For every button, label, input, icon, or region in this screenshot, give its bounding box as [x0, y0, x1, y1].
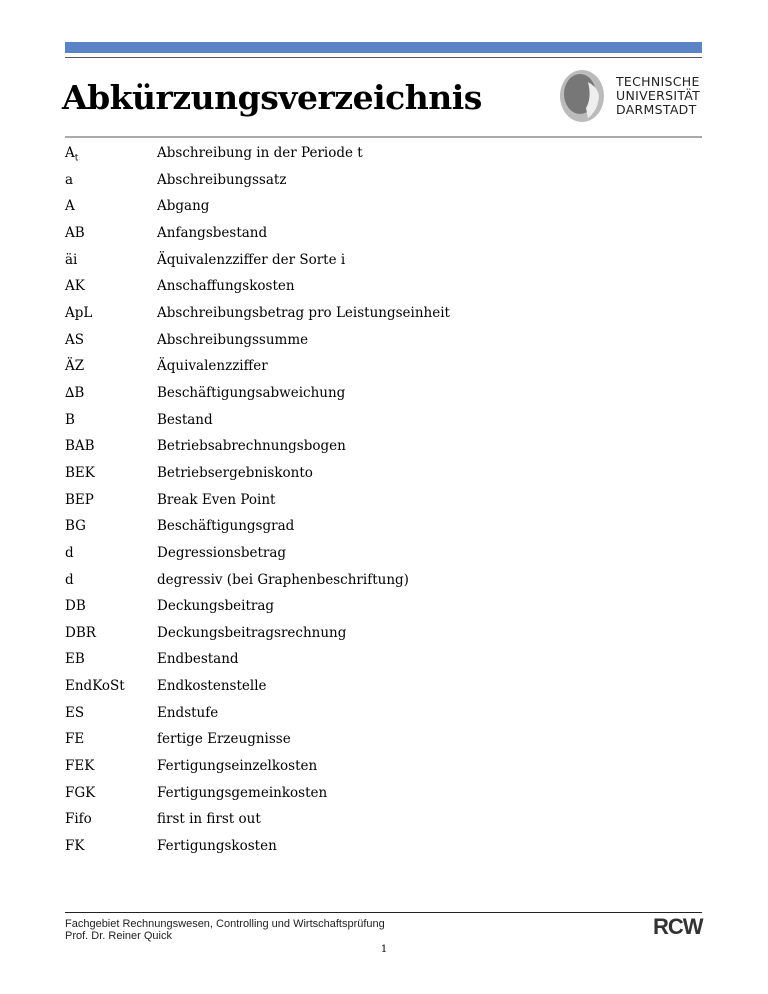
abbreviation-row — [65, 224, 450, 251]
logo-line: UNIVERSITÄT — [616, 88, 701, 103]
page-title: Abkürzungsverzeichnis — [62, 78, 482, 117]
abbreviation-row — [65, 544, 450, 571]
abbreviation: ES — [65, 704, 85, 721]
abbreviation: FK — [65, 838, 85, 855]
abbreviation-row — [65, 384, 450, 411]
abbreviation-meaning: Abschreibungsbetrag pro Leistungseinheit — [157, 304, 450, 321]
abbreviation-list — [65, 144, 450, 864]
abbreviation-meaning: Beschäftigungsabweichung — [157, 384, 346, 401]
abbreviation: B — [65, 411, 75, 428]
abbreviation: d — [65, 544, 74, 561]
abbreviation: AB — [65, 224, 85, 241]
abbreviation: DBR — [65, 624, 96, 641]
abbreviation-row — [65, 757, 450, 784]
athena-seal-icon — [558, 68, 608, 124]
abbreviation-row — [65, 517, 450, 544]
abbreviation: ApL — [65, 304, 93, 321]
abbreviation-meaning: Abschreibungssatz — [157, 171, 287, 188]
abbreviation-row — [65, 144, 450, 171]
abbreviation-meaning: Degressionsbetrag — [157, 544, 287, 561]
abbreviation-row — [65, 677, 450, 704]
footer-department: Fachgebiet Rechnungswesen, Controlling und Wirtschaftsprüfung — [65, 918, 385, 930]
abbreviation-meaning: Anfangsbestand — [157, 224, 268, 241]
abbreviation-row — [65, 197, 450, 224]
abbreviation-meaning: Anschaffungskosten — [157, 278, 295, 295]
abbreviation-row — [65, 784, 450, 811]
abbreviation-row — [65, 730, 450, 757]
footer-professor: Prof. Dr. Reiner Quick — [65, 930, 172, 942]
abbreviation-row — [65, 464, 450, 491]
abbreviation: $A_t$ — [65, 145, 79, 164]
abbreviation: BEP — [65, 491, 94, 508]
rcw-logo: RCW — [653, 914, 703, 939]
abbreviation-meaning: Endbestand — [157, 651, 239, 668]
abbreviation: d — [65, 571, 74, 588]
page-number: 1 — [380, 944, 388, 955]
footer-text — [65, 918, 385, 942]
abbreviation-meaning: Deckungsbeitragsrechnung — [157, 624, 347, 641]
abbreviation-row — [65, 597, 450, 624]
abbreviation-meaning: Endstufe — [157, 704, 219, 721]
abbreviation-row — [65, 704, 450, 731]
abbreviation: A — [65, 198, 75, 215]
header-divider — [65, 57, 702, 58]
logo-line: DARMSTADT — [616, 102, 697, 117]
abbreviation-meaning: Abgang — [157, 198, 210, 215]
abbreviation-meaning: Fertigungskosten — [157, 838, 277, 855]
abbreviation-meaning: fertige Erzeugnisse — [157, 731, 291, 748]
abbreviation-row — [65, 411, 450, 438]
abbreviation-row — [65, 304, 450, 331]
abbreviation-meaning: Betriebsergebniskonto — [157, 464, 313, 481]
abbreviation-row — [65, 571, 450, 598]
abbreviation-meaning: Äquivalenzziffer der Sorte i — [157, 251, 346, 268]
abbreviation-meaning: first in first out — [157, 811, 261, 828]
abbreviation: DB — [65, 598, 86, 615]
abbreviation: BEK — [65, 464, 95, 481]
abbreviation-meaning: Fertigungsgemeinkosten — [157, 784, 328, 801]
abbreviation: äi — [65, 251, 78, 268]
header-blue-bar — [65, 42, 702, 53]
abbreviation-row — [65, 837, 450, 864]
abbreviation: ∆B — [65, 384, 85, 401]
abbreviation: BAB — [65, 438, 95, 455]
abbreviation-row — [65, 810, 450, 837]
abbreviation-meaning: Fertigungseinzelkosten — [157, 758, 318, 775]
abbreviation-meaning: Endkostenstelle — [157, 678, 267, 695]
abbreviation-row — [65, 251, 450, 278]
abbreviation: a — [65, 171, 74, 188]
abbreviation-meaning: Abschreibungssumme — [157, 331, 309, 348]
tu-darmstadt-logo — [558, 68, 700, 124]
abbreviation-meaning: Äquivalenzziffer — [157, 358, 268, 375]
footer-divider — [65, 912, 702, 913]
abbreviation-row — [65, 624, 450, 651]
title-divider — [65, 136, 702, 138]
logo-line: TECHNISCHE — [616, 74, 700, 89]
abbreviation-row — [65, 171, 450, 198]
abbreviation: Fifo — [65, 811, 92, 828]
abbreviation-row — [65, 357, 450, 384]
abbreviation: FEK — [65, 758, 95, 775]
abbreviation-meaning: Beschäftigungsgrad — [157, 518, 295, 535]
abbreviation: EndKoSt — [65, 678, 125, 695]
abbreviation-row — [65, 277, 450, 304]
abbreviation-row — [65, 331, 450, 358]
abbreviation-meaning: Deckungsbeitrag — [157, 598, 275, 615]
abbreviation: EB — [65, 651, 85, 668]
abbreviation: ÄZ — [65, 358, 85, 375]
abbreviation-row — [65, 437, 450, 464]
abbreviation: FGK — [65, 784, 96, 801]
abbreviation-meaning: Betriebsabrechnungsbogen — [157, 438, 346, 455]
abbreviation-meaning: degressiv (bei Graphenbeschriftung) — [157, 571, 409, 588]
abbreviation: BG — [65, 518, 86, 535]
abbreviation-row — [65, 491, 450, 518]
abbreviation-meaning: Break Even Point — [157, 491, 276, 508]
abbreviation-meaning: Abschreibung in der Periode t — [157, 145, 363, 161]
abbreviation: AK — [65, 278, 85, 295]
abbreviation: FE — [65, 731, 85, 748]
abbreviation: AS — [65, 331, 84, 348]
abbreviation-row — [65, 650, 450, 677]
abbreviation-meaning: Bestand — [157, 411, 213, 428]
